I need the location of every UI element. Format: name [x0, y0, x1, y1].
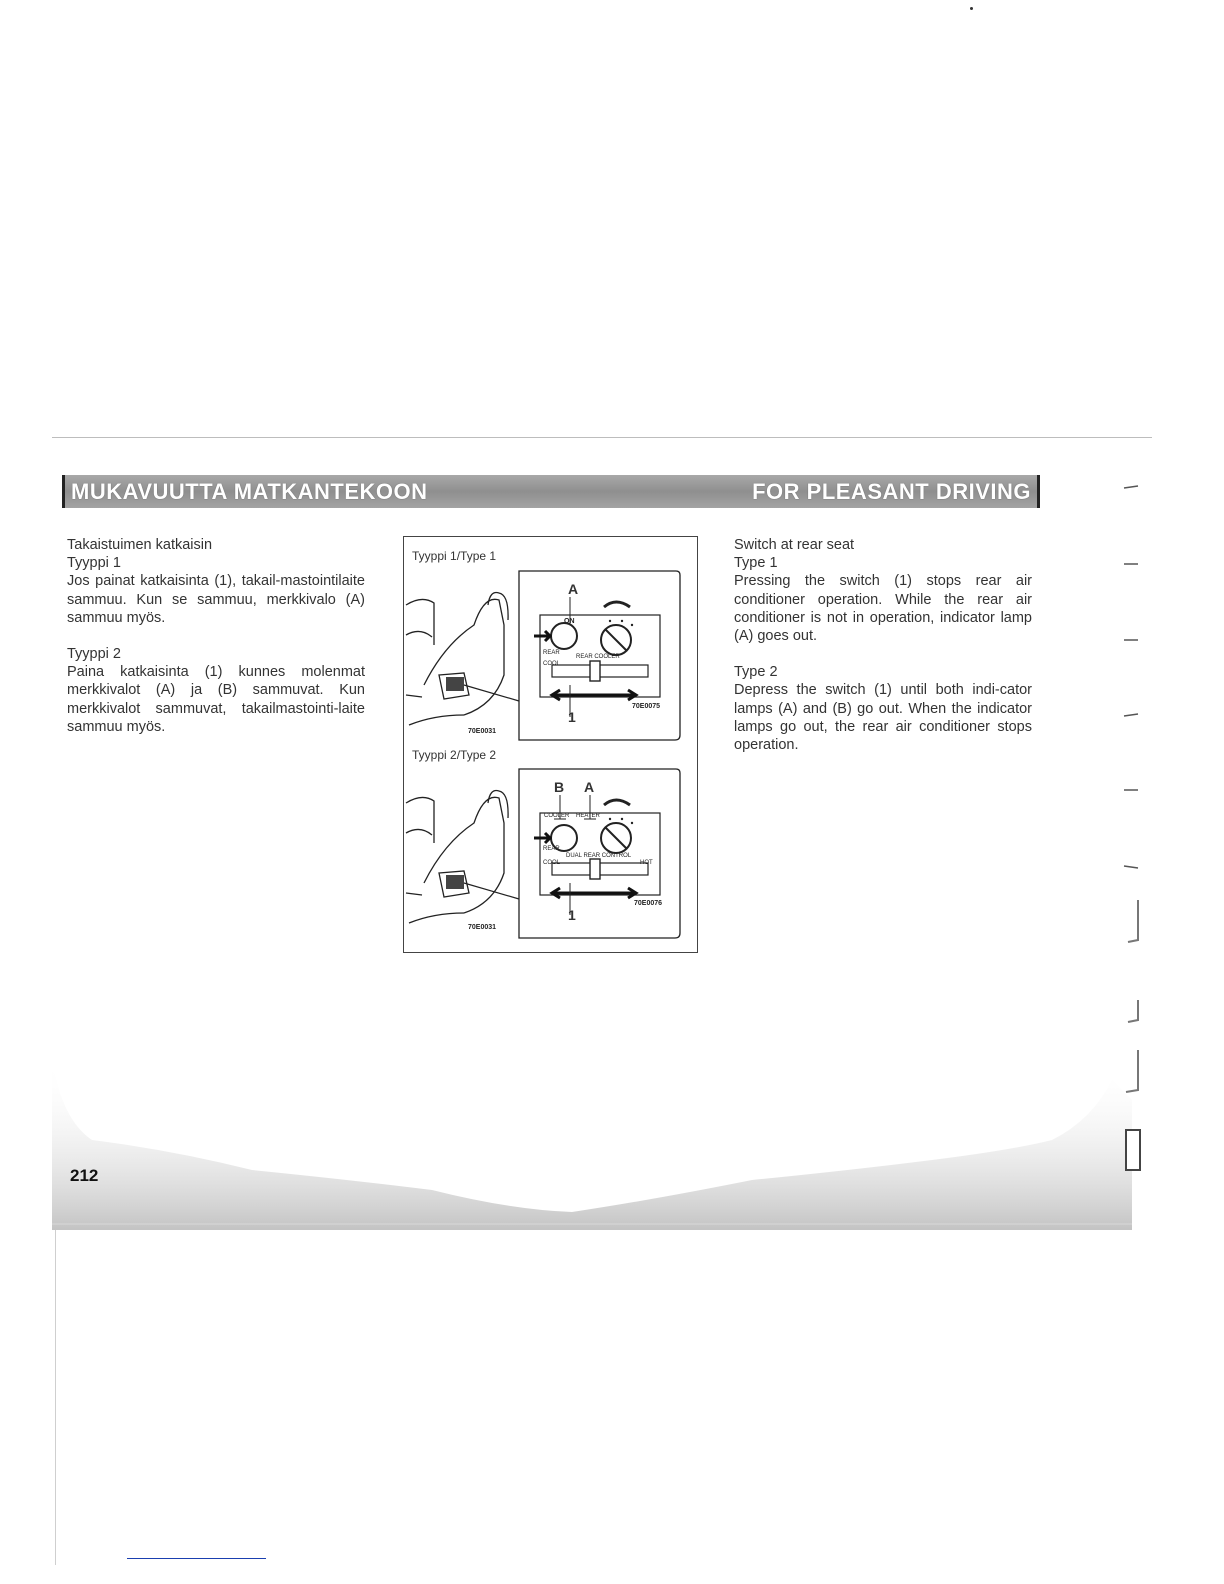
- figure-caption-type1: Tyyppi 1/Type 1: [412, 549, 497, 563]
- scan-left-edge: [55, 1230, 56, 1565]
- section-banner: [62, 475, 1040, 508]
- english-type2-label: Type 2: [734, 664, 778, 681]
- type1-cool-text: COOL: [543, 661, 561, 667]
- type2-label-a: A: [584, 779, 595, 795]
- top-rule: [52, 437, 1152, 438]
- figure-caption-type2: Tyyppi 2/Type 2: [412, 748, 497, 762]
- scan-shadow: [52, 1040, 1152, 1230]
- type2-cool-text: COOL: [543, 860, 561, 866]
- english-type2-text: Depress the switch (1) until both indi-cator lamps (A) and (B) go out. When the indicator lamps go out, the rear air conditioner stops operation.: [734, 682, 1032, 754]
- type2-panel-title: DUAL REAR CONTROL: [566, 853, 632, 859]
- type1-rear-text: REAR: [543, 650, 560, 656]
- finnish-type2-text: Paina katkaisinta (1) kunnes molenmat merkkivalot (A) ja (B) sammuvat. Kun merkkivalot sammuvat, takailmastointi-laite sammuu myös.: [67, 664, 365, 735]
- finnish-heading: Takaistuimen katkaisin: [67, 537, 213, 553]
- type2-label-b: B: [554, 779, 565, 795]
- type1-label-1: 1: [568, 709, 576, 725]
- type2-label-1: 1: [568, 907, 576, 923]
- english-column: [734, 536, 1032, 754]
- section-title-finnish: MUKAVUUTTA MATKANTEKOON: [71, 479, 428, 504]
- page-number: 212: [70, 1166, 99, 1185]
- edge-tab-marks: [1110, 480, 1150, 1200]
- finnish-type1-text: Jos painat katkaisinta (1), takail-mastointilaite sammuu. Kun se sammuu, merkkivalo (A) sammuu myös.: [67, 573, 365, 626]
- type2-cooler-text: COOLER: [544, 813, 570, 819]
- type1-panel-code: 70E0075: [632, 703, 661, 710]
- type2-rear-text: REAR: [543, 846, 560, 852]
- type2-panel-code: 70E0076: [634, 900, 663, 907]
- type1-on-text: ON: [564, 618, 575, 625]
- type2-hot-text: HOT: [640, 860, 653, 866]
- finnish-type1-label: Tyyppi 1: [67, 555, 121, 572]
- english-type1-label: Type 1: [734, 555, 778, 572]
- finnish-type2-label: Tyyppi 2: [67, 646, 121, 663]
- section-title-english: FOR PLEASANT DRIVING: [752, 479, 1031, 504]
- type2-seat-code: 70E0031: [468, 924, 497, 931]
- figure-box: [403, 536, 698, 953]
- type1-panel-title: REAR COOLER: [576, 654, 620, 660]
- english-heading: Switch at rear seat: [734, 537, 855, 553]
- type1-seat-code: 70E0031: [468, 728, 497, 735]
- type1-label-a: A: [568, 581, 579, 597]
- type2-illustration: [404, 763, 697, 943]
- scan-speck: [970, 7, 973, 10]
- type2-heater-text: HEATER: [576, 813, 600, 819]
- english-type1-text: Pressing the switch (1) stops rear air conditioner operation. While the rear air conditioner is not in operation, indicator lamp (A) goes out.: [734, 573, 1032, 645]
- finnish-column: [67, 536, 365, 736]
- footer-link-line: [127, 1558, 266, 1559]
